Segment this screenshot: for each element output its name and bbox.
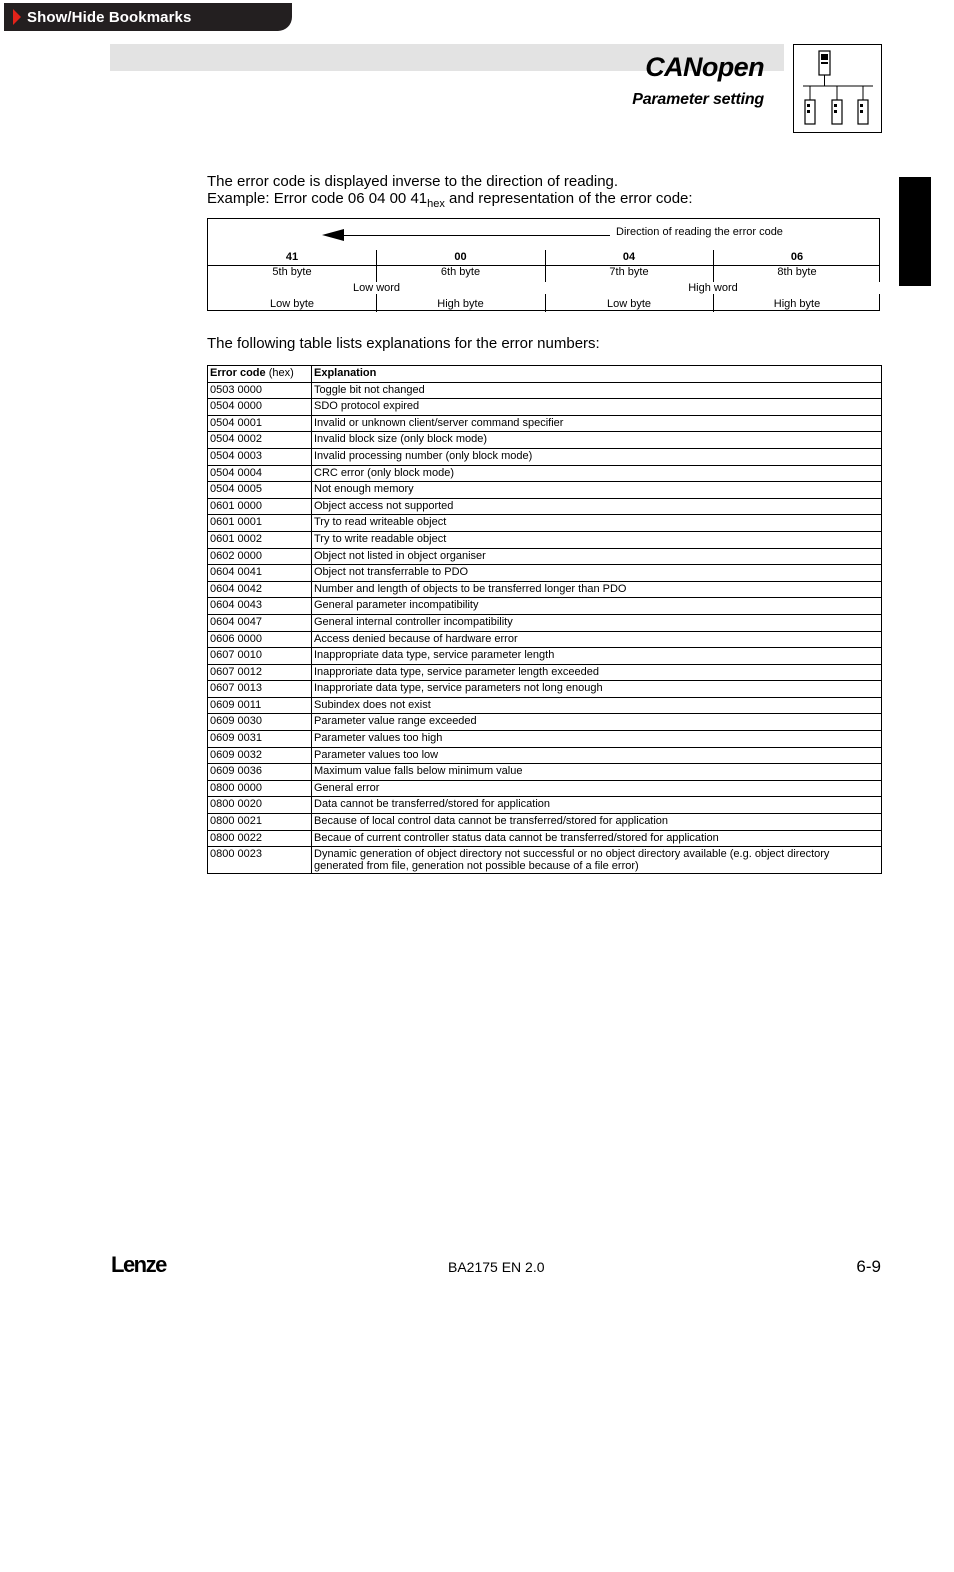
table-row — [208, 681, 882, 698]
byte-code-1: 41 — [285, 251, 299, 263]
triangle-right-icon — [13, 9, 21, 25]
explanation-cell: Inappropriate data type, service parameter length — [312, 648, 882, 665]
explanation-cell: Data cannot be transferred/stored for application — [312, 797, 882, 814]
explanation-cell: Access denied because of hardware error — [312, 631, 882, 648]
table-row — [208, 830, 882, 847]
explanation-cell: Maximum value falls below minimum value — [312, 764, 882, 781]
explanation-cell: Because of local control data cannot be transferred/stored for application — [312, 814, 882, 831]
byte-code-2: 00 — [454, 251, 467, 263]
explanation-cell: General parameter incompatibility — [312, 598, 882, 615]
table-row — [208, 697, 882, 714]
error-code-cell: 0504 0003 — [208, 448, 312, 465]
header-code-text: Error code — [210, 367, 266, 379]
table-row — [208, 814, 882, 831]
error-code-cell: 0800 0022 — [208, 830, 312, 847]
lenze-logo: Lenze — [111, 1252, 166, 1277]
direction-caption: Direction of reading the error code — [616, 226, 783, 238]
show-hide-bookmarks-button[interactable] — [4, 3, 292, 31]
error-code-cell: 0609 0032 — [208, 747, 312, 764]
table-row — [208, 482, 882, 499]
byte-code-3: 04 — [622, 251, 636, 263]
table-header-row — [208, 366, 882, 383]
table-row — [208, 399, 882, 416]
table-row — [208, 465, 882, 482]
table-row — [208, 764, 882, 781]
intro-text — [207, 173, 693, 213]
byte-position-2: 6th byte — [440, 266, 481, 278]
direction-arrow-line — [338, 235, 610, 236]
error-code-table — [207, 365, 882, 874]
table-row — [208, 731, 882, 748]
explanation-cell: Try to read writeable object — [312, 515, 882, 532]
byte-level-3: Low byte — [606, 298, 652, 310]
explanation-cell: Not enough memory — [312, 482, 882, 499]
explanation-cell: Parameter value range exceeded — [312, 714, 882, 731]
table-row — [208, 847, 882, 874]
table-row — [208, 714, 882, 731]
error-code-cell: 0601 0002 — [208, 531, 312, 548]
table-row — [208, 780, 882, 797]
page-number: 6-9 — [856, 1257, 881, 1276]
explanation-cell: Object access not supported — [312, 498, 882, 515]
table-row — [208, 448, 882, 465]
error-code-cell: 0601 0000 — [208, 498, 312, 515]
word-label-low — [208, 282, 545, 294]
document-number: BA2175 EN 2.0 — [448, 1259, 545, 1275]
table-row — [208, 531, 882, 548]
header-explanation: Explanation — [312, 366, 882, 383]
error-code-cell: 0800 0020 — [208, 797, 312, 814]
error-code-cell: 0607 0013 — [208, 681, 312, 698]
explanation-cell: Inapproriate data type, service parameter length exceeded — [312, 664, 882, 681]
byte-position-4: 8th byte — [777, 266, 817, 278]
byte-level-1: Low byte — [269, 298, 315, 310]
explanation-cell: Invalid block size (only block mode) — [312, 432, 882, 449]
byte-level-2: High byte — [437, 298, 484, 310]
error-code-cell: 0504 0005 — [208, 482, 312, 499]
error-code-cell: 0504 0000 — [208, 399, 312, 416]
explanation-cell: Invalid or unknown client/server command specifier — [312, 415, 882, 432]
table-row — [208, 515, 882, 532]
table-row — [208, 614, 882, 631]
low-word-text: Low word — [352, 282, 401, 294]
intro-line-2-sub: hex — [427, 198, 445, 210]
explanation-cell: General error — [312, 780, 882, 797]
explanation-cell: General internal controller incompatibility — [312, 614, 882, 631]
error-code-cell: 0800 0000 — [208, 780, 312, 797]
error-code-cell: 0607 0010 — [208, 648, 312, 665]
byte-position-1: 5th byte — [272, 266, 312, 278]
error-code-cell: 0609 0011 — [208, 697, 312, 714]
explanation-cell: Object not transferrable to PDO — [312, 565, 882, 582]
error-code-cell: 0606 0000 — [208, 631, 312, 648]
explanation-cell: Invalid processing number (only block mode) — [312, 448, 882, 465]
table-row — [208, 598, 882, 615]
explanation-cell: SDO protocol expired — [312, 399, 882, 416]
explanation-cell: Object not listed in object organiser — [312, 548, 882, 565]
error-code-cell: 0504 0004 — [208, 465, 312, 482]
error-code-cell: 0800 0021 — [208, 814, 312, 831]
error-code-cell: 0604 0041 — [208, 565, 312, 582]
explanation-cell: Dynamic generation of object directory not successful or no object directory available (e.g. object directory generated from file, generation not possible because of a file error) — [312, 847, 882, 874]
intro-line-1: The error code is displayed inverse to the direction of reading. — [207, 173, 619, 190]
error-code-cell: 0800 0023 — [208, 847, 312, 874]
intro-line-2-prefix: Example: Error code 06 04 00 41 — [207, 190, 428, 207]
table-row — [208, 797, 882, 814]
table-row — [208, 415, 882, 432]
explanation-cell: CRC error (only block mode) — [312, 465, 882, 482]
explanation-cell: Number and length of objects to be transferred longer than PDO — [312, 581, 882, 598]
byte-level-4: High byte — [773, 298, 821, 310]
high-word-text: High word — [688, 282, 738, 294]
error-code-cell: 0504 0001 — [208, 415, 312, 432]
table-row — [208, 581, 882, 598]
page-subtitle: Parameter setting — [632, 91, 764, 108]
error-code-cell: 0504 0002 — [208, 432, 312, 449]
error-code-cell: 0601 0001 — [208, 515, 312, 532]
header-error-code — [208, 366, 312, 383]
error-code-cell: 0607 0012 — [208, 664, 312, 681]
table-row — [208, 382, 882, 399]
table-row — [208, 747, 882, 764]
error-table-body — [208, 382, 882, 874]
explanation-cell: Parameter values too low — [312, 747, 882, 764]
table-row — [208, 565, 882, 582]
error-code-cell: 0604 0047 — [208, 614, 312, 631]
bookmarks-button-label: Show/Hide Bookmarks — [27, 8, 192, 26]
explanation-cell: Inapproriate data type, service parameters not long enough — [312, 681, 882, 698]
table-row — [208, 548, 882, 565]
explanation-cell: Parameter values too high — [312, 731, 882, 748]
header-code-unit: (hex) — [268, 367, 294, 379]
error-code-cell: 0604 0043 — [208, 598, 312, 615]
error-code-cell: 0503 0000 — [208, 382, 312, 399]
byte-order-diagram — [207, 218, 880, 311]
error-code-cell: 0609 0031 — [208, 731, 312, 748]
explanation-cell: Toggle bit not changed — [312, 382, 882, 399]
error-code-cell: 0604 0042 — [208, 581, 312, 598]
can-network-icon — [793, 44, 882, 133]
table-row — [208, 631, 882, 648]
error-code-cell: 0609 0036 — [208, 764, 312, 781]
explanation-cell: Try to write readable object — [312, 531, 882, 548]
table-row — [208, 432, 882, 449]
page-title: CANopen — [645, 52, 764, 82]
table-intro: The following table lists explanations for the error numbers: — [207, 335, 600, 352]
intro-line-2 — [207, 190, 693, 213]
table-row — [208, 664, 882, 681]
error-code-cell: 0609 0030 — [208, 714, 312, 731]
table-row — [208, 498, 882, 515]
byte-code-4: 06 — [790, 251, 804, 263]
byte-position-3: 7th byte — [609, 266, 649, 278]
table-row — [208, 648, 882, 665]
intro-line-2-suffix: and representation of the error code: — [444, 190, 693, 207]
error-code-cell: 0602 0000 — [208, 548, 312, 565]
chapter-tab-marker — [899, 177, 931, 286]
explanation-cell: Subindex does not exist — [312, 697, 882, 714]
word-label-high — [545, 282, 881, 294]
explanation-cell: Becaue of current controller status data cannot be transferred/stored for application — [312, 830, 882, 847]
